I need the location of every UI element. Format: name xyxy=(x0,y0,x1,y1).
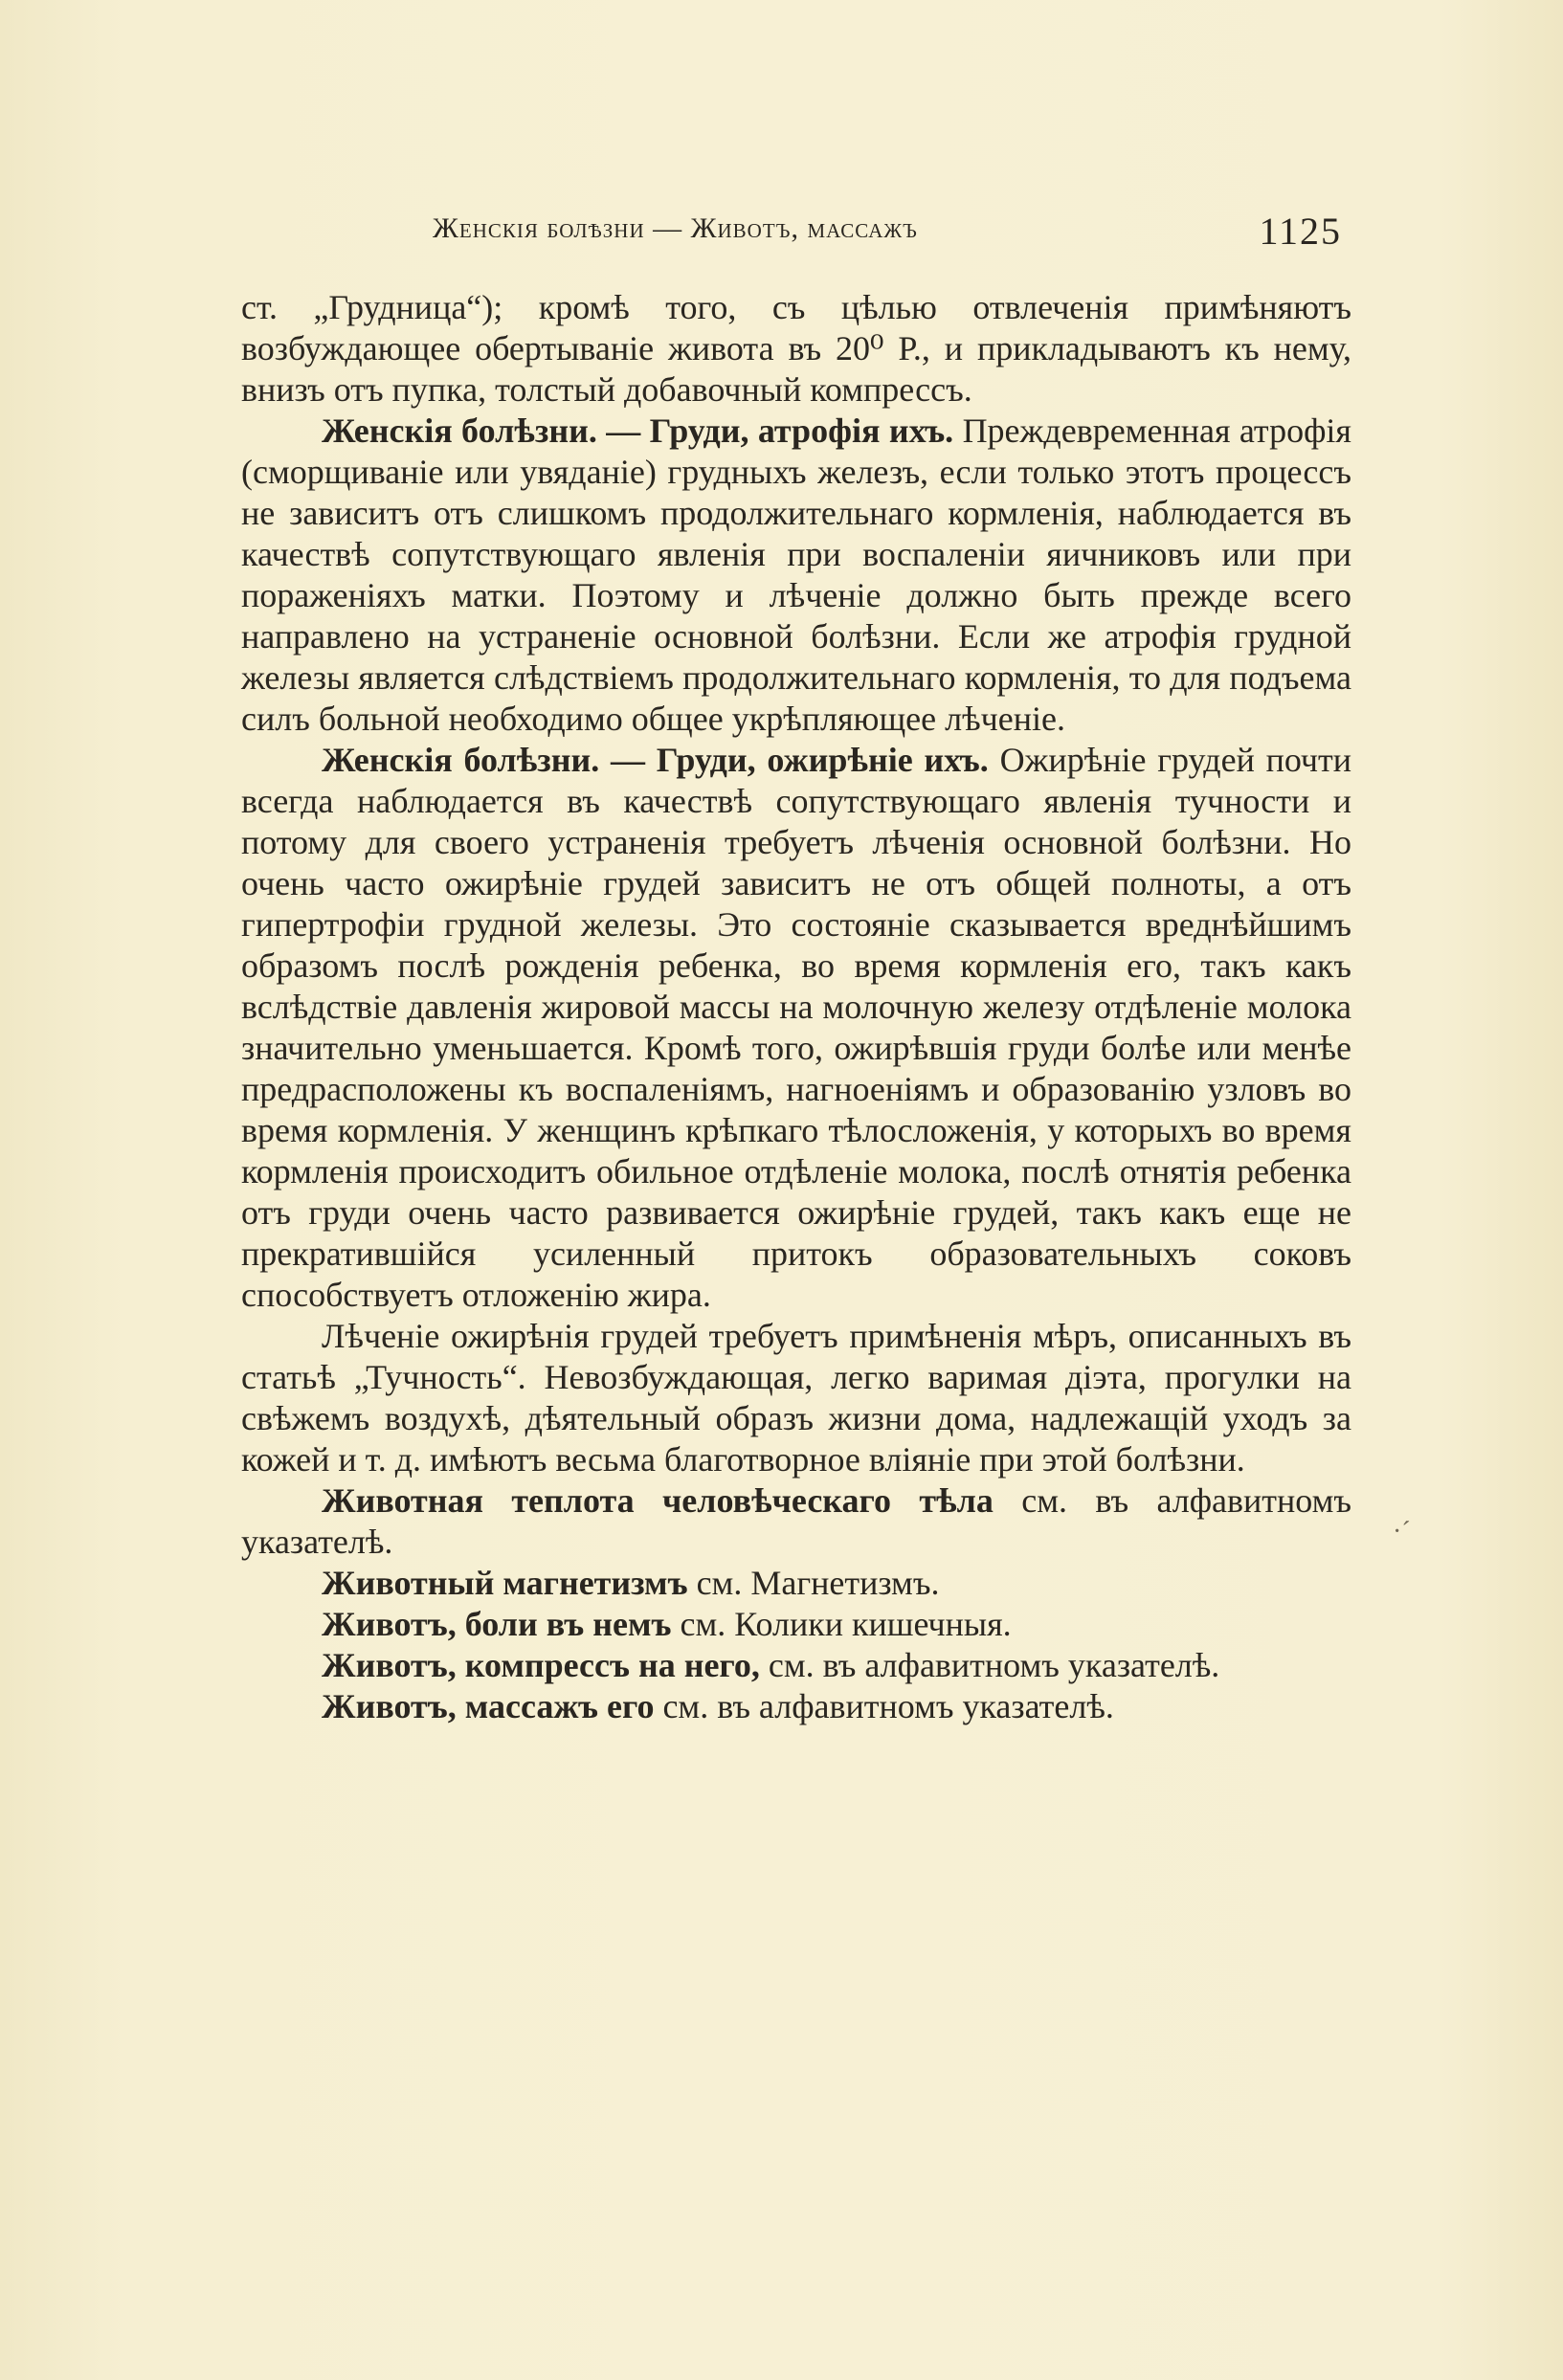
entry-heading: Животъ, компрессъ на него, xyxy=(322,1646,760,1684)
entry-text: Преждевременная атрофія (сморщиваніе или увяданіе) грудныхъ железъ, если только этотъ процессъ не зависитъ отъ слишкомъ продолжительнаго кормленія, наблюдается въ качествѣ сопутствующаго явленія при воспаленіи яичниковъ или при пораженіяхъ матки. Поэтому и лѣченіе должно быть прежде всего направлено на устраненіе основной болѣзни. Если же атрофія грудной железы является слѣдствіемъ продолжительнаго кормленія, то для подъема силъ больной необходимо общее укрѣпляющее лѣченіе. xyxy=(241,411,1351,738)
paragraph-continuation xyxy=(241,287,1351,411)
entry-breast-atrophy xyxy=(241,411,1351,740)
paragraph-text: ст. „Грудница“); кромѣ того, съ цѣлью отвлеченія примѣняютъ возбуждающее обертываніе живота въ 20⁰ Р., и прикладываютъ къ нему, внизъ отъ пупка, толстый добавочный компрессъ. xyxy=(241,288,1351,409)
entry-breast-obesity xyxy=(241,740,1351,1316)
paragraph-treatment xyxy=(241,1316,1351,1480)
entry-heading: Женскія болѣзни. — Груди, атрофія ихъ. xyxy=(322,411,954,450)
margin-pencil-mark: ·ˊ xyxy=(1393,1517,1411,1546)
page-body xyxy=(241,287,1351,1727)
entry-text: см. въ алфавитномъ указателѣ. xyxy=(662,1687,1114,1725)
entry-heading: Животная теплота человѣческаго тѣла xyxy=(322,1481,994,1520)
entry-abdomen-pains xyxy=(241,1604,1351,1645)
page-header xyxy=(433,209,1342,256)
entry-heading: Животный магнетизмъ xyxy=(322,1564,688,1602)
entry-heading: Животъ, боли въ немъ xyxy=(322,1605,672,1643)
entry-heading: Животъ, массажъ его xyxy=(322,1687,655,1725)
page-number: 1125 xyxy=(1259,210,1342,253)
entry-animal-magnetism xyxy=(241,1563,1351,1604)
entry-heading: Женскія болѣзни. — Груди, ожирѣніе ихъ. xyxy=(322,741,989,779)
entry-animal-heat xyxy=(241,1480,1351,1563)
entry-text: см. въ алфавитномъ указателѣ. xyxy=(241,1481,1352,1561)
entry-abdomen-compress xyxy=(241,1645,1351,1686)
entry-text: Ожирѣніе грудей почти всегда наблюдается въ качествѣ сопутствующаго явленія тучности и потому для своего устраненія требуетъ лѣченія основной болѣзни. Но очень часто ожирѣніе грудей зависитъ не отъ общей полноты, а отъ гипертрофіи грудной железы. Это состояніе сказывается вреднѣйшимъ образомъ послѣ рожденія ребенка, во время кормленія его, такъ какъ вслѣдствіе давленія жировой массы на молочную железу отдѣленіе молока значительно уменьшается. Кромѣ того, ожирѣвшія груди болѣе или менѣе предрасположены къ воспаленіямъ, нагноеніямъ и образованію узловъ во время кормленія. У женщинъ крѣпкаго тѣлосложенія, у которыхъ во время кормленія происходитъ обильное отдѣленіе молока, послѣ отнятія ребенка отъ груди очень часто развивается ожирѣніе грудей, такъ какъ еще не прекратившійся усиленный притокъ образовательныхъ соковъ способствуетъ отложенію жира. xyxy=(241,741,1352,1314)
entry-text: см. Колики кишечныя. xyxy=(680,1605,1012,1643)
entry-abdomen-massage xyxy=(241,1686,1351,1727)
entry-text: см. въ алфавитномъ указателѣ. xyxy=(768,1646,1220,1684)
running-head: Женскія болѣзни — Животъ, массажъ xyxy=(433,212,918,244)
paragraph-text: Лѣченіе ожирѣнія грудей требуетъ примѣненія мѣръ, описанныхъ въ статьѣ „Тучность“. Невозбуждающая, легко варимая діэта, прогулки на свѣжемъ воздухѣ, дѣятельный образъ жизни дома, надлежащій уходъ за кожей и т. д. имѣютъ весьма благотворное вліяніе при этой болѣзни. xyxy=(241,1317,1351,1479)
entry-text: см. Магнетизмъ. xyxy=(696,1564,940,1602)
